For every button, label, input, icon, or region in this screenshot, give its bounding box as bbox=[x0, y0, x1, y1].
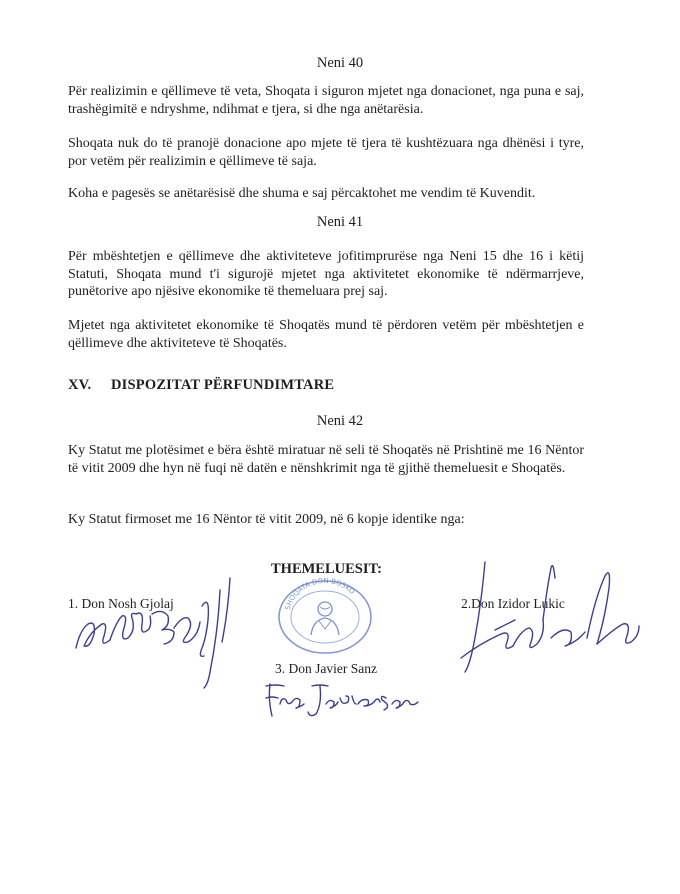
paragraph-neni41-1: Për mbështetjen e qëllimeve dhe aktiviteteve jofitimprurëse nga Neni 15 dhe 16 i këtij Statuti, Shoqata mund t'i sigurojë mjetet nga aktivitetet ekonomike të ndërmarrjeve, punëtorive apo njësive ekonomike të themeluara prej saj. bbox=[68, 249, 584, 299]
paragraph-neni40-2: Shoqata nuk do të pranojë donacione apo mjete të tjera të kushtëzuara nga dhënësi i tyre, por vetëm për realizimin e qëllimeve të saja. bbox=[68, 136, 584, 169]
paragraph-neni41-2: Mjetet nga aktivitetet ekonomike të Shoqatës mund të përdoren vetëm për mbështetjen e qëllimeve dhe aktiviteteve të Shoqatës. bbox=[68, 318, 584, 351]
paragraph-neni40-3: Koha e pagesës se anëtarësisë dhe shuma e saj përcaktohet me vendim të Kuvendit. bbox=[68, 186, 536, 201]
section-heading bbox=[68, 377, 334, 394]
founder-2-name: 2.Don Izidor Lukic bbox=[461, 596, 565, 611]
section-number: XV. bbox=[68, 377, 92, 393]
signature-3 bbox=[262, 676, 422, 724]
paragraph-neni42-2: Ky Statut firmoset me 16 Nëntor të vitit 2009, në 6 kopje identike nga: bbox=[68, 512, 465, 527]
signature-1 bbox=[70, 572, 240, 692]
heading-neni-40: Neni 40 bbox=[316, 55, 364, 71]
paragraph-neni42-1: Ky Statut me plotësimet e bëra është miratuar në seli të Shoqatës në Prishtinë me 16 Nëntor të vitit 2009 dhe hyn në fuqi në datën e nënshkrimit nga të gjithë themeluesit e Shoqatës. bbox=[68, 443, 584, 476]
stamp-text: SHOQATA DON BOSKO bbox=[283, 576, 357, 612]
founders-title: THEMELUESIT: bbox=[271, 561, 382, 577]
paragraph-neni40-1: Për realizimin e qëllimeve të veta, Shoqata i siguron mjetet nga donacionet, nga puna e saj, trashëgimitë e ndryshme, ndihmat e tjera, si dhe nga anëtarësia. bbox=[68, 84, 584, 117]
heading-neni-42: Neni 42 bbox=[316, 413, 364, 429]
founder-1-name: 1. Don Nosh Gjolaj bbox=[68, 596, 174, 611]
founder-3-name: 3. Don Javier Sanz bbox=[275, 661, 377, 676]
stamp-seal bbox=[273, 575, 377, 655]
heading-neni-41: Neni 41 bbox=[316, 214, 364, 230]
section-title: DISPOZITAT PËRFUNDIMTARE bbox=[111, 377, 335, 393]
signature-2 bbox=[455, 548, 645, 688]
